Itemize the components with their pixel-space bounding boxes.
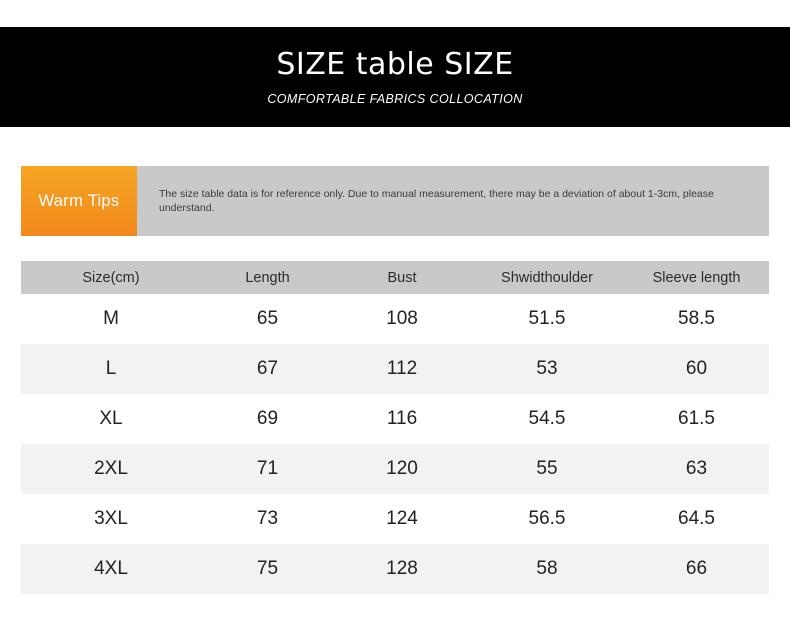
cell-length: 65 [201, 294, 334, 344]
cell-size: XL [21, 394, 201, 444]
size-table [21, 261, 769, 594]
cell-bust: 108 [334, 294, 470, 344]
table-row [21, 294, 769, 344]
cell-sleeve: 61.5 [624, 394, 769, 444]
page-subtitle: COMFORTABLE FABRICS COLLOCATION [267, 92, 523, 106]
cell-sleeve: 58.5 [624, 294, 769, 344]
cell-sleeve: 64.5 [624, 494, 769, 544]
cell-sleeve: 60 [624, 344, 769, 394]
cell-bust: 128 [334, 544, 470, 594]
table-row [21, 394, 769, 444]
cell-size: 4XL [21, 544, 201, 594]
cell-shoulder: 53 [470, 344, 624, 394]
cell-size: M [21, 294, 201, 344]
header-banner [0, 27, 790, 127]
cell-sleeve: 63 [624, 444, 769, 494]
cell-length: 67 [201, 344, 334, 394]
cell-shoulder: 56.5 [470, 494, 624, 544]
warm-tips-text: The size table data is for reference only. Due to manual measurement, there may be a deviation of about 1-3cm, please understand. [159, 187, 714, 214]
cell-size: 3XL [21, 494, 201, 544]
column-header-shoulder: Shwidthoulder [470, 261, 624, 294]
cell-bust: 112 [334, 344, 470, 394]
cell-shoulder: 55 [470, 444, 624, 494]
table-row [21, 344, 769, 394]
warm-tips-strip [21, 166, 769, 236]
table-row [21, 544, 769, 594]
table-header-row [21, 261, 769, 294]
cell-bust: 116 [334, 394, 470, 444]
column-header-length: Length [201, 261, 334, 294]
cell-size: L [21, 344, 201, 394]
cell-length: 73 [201, 494, 334, 544]
table-row [21, 494, 769, 544]
cell-shoulder: 51.5 [470, 294, 624, 344]
cell-size: 2XL [21, 444, 201, 494]
table-row [21, 444, 769, 494]
cell-shoulder: 54.5 [470, 394, 624, 444]
cell-shoulder: 58 [470, 544, 624, 594]
cell-length: 69 [201, 394, 334, 444]
warm-tips-label: Warm Tips [21, 166, 137, 236]
cell-length: 71 [201, 444, 334, 494]
cell-bust: 120 [334, 444, 470, 494]
column-header-size: Size(cm) [21, 261, 201, 294]
cell-sleeve: 66 [624, 544, 769, 594]
cell-length: 75 [201, 544, 334, 594]
page-title: SIZE table SIZE [276, 47, 514, 82]
cell-bust: 124 [334, 494, 470, 544]
column-header-bust: Bust [334, 261, 470, 294]
column-header-sleeve-length: Sleeve length [624, 261, 769, 294]
